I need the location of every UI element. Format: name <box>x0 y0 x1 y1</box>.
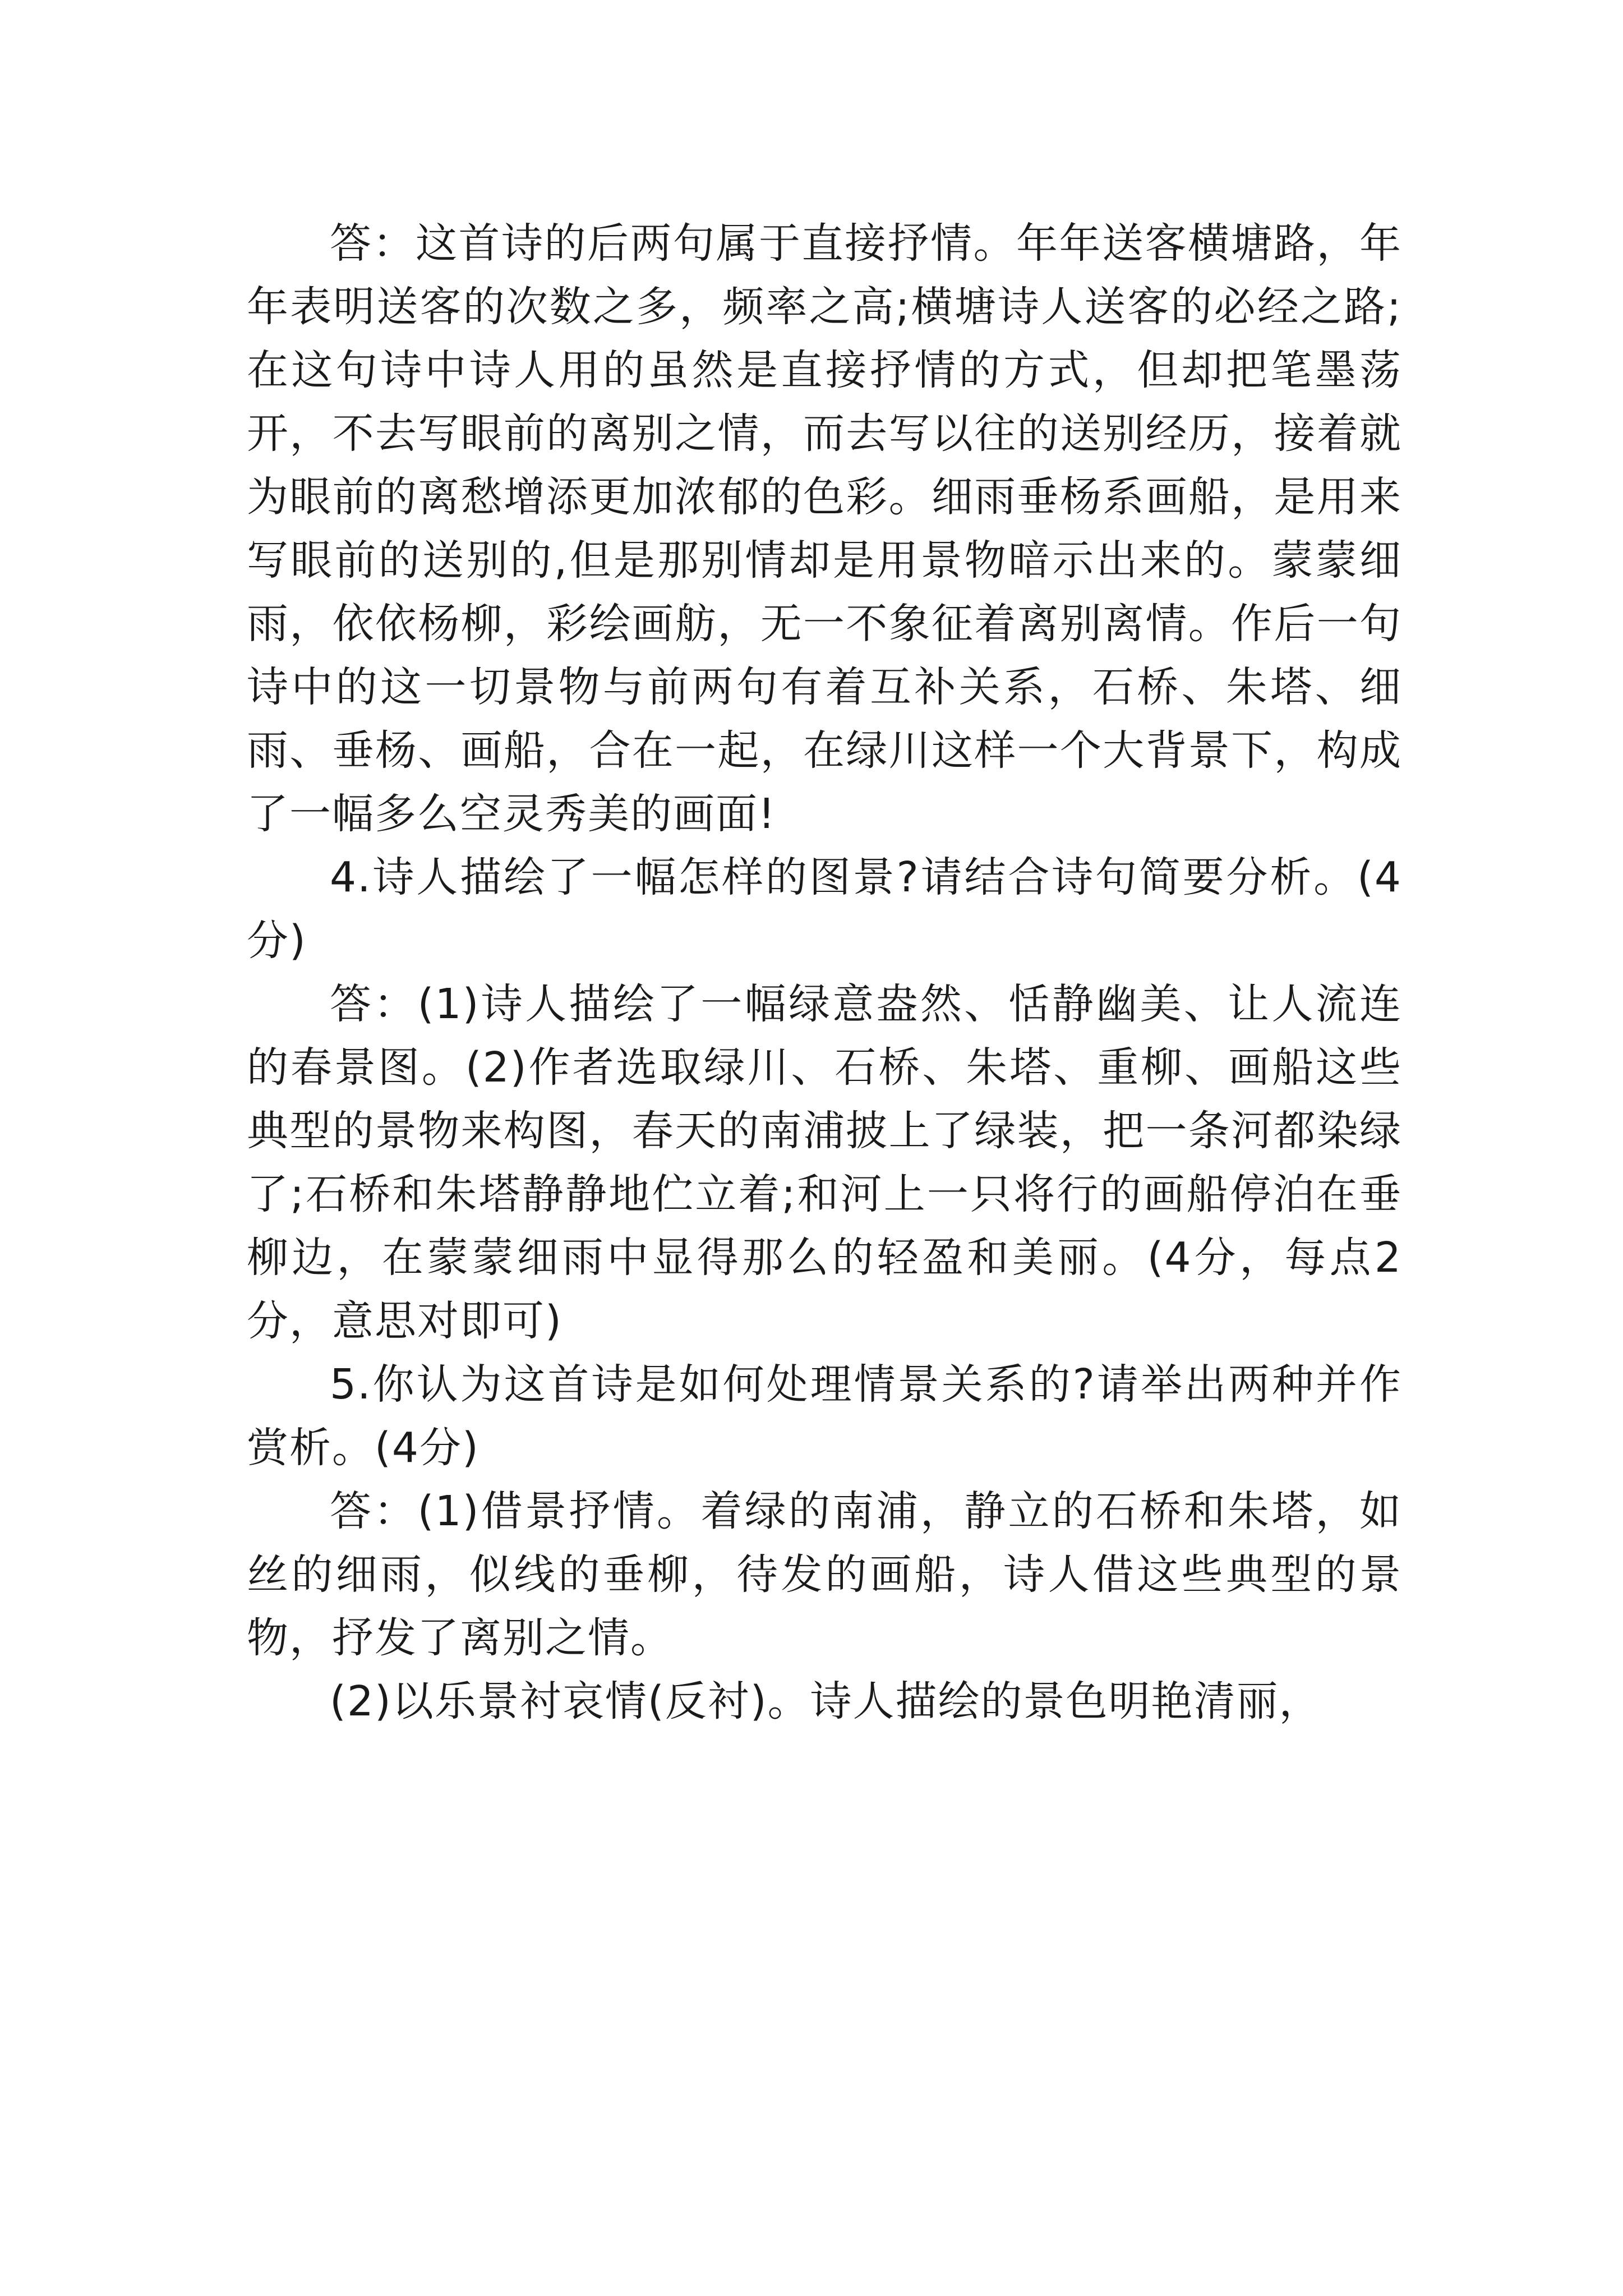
question-4-paragraph: 4.诗人描绘了一幅怎样的图景?请结合诗句简要分析。(4分) <box>247 853 1402 965</box>
answer-3-paragraph: 答：这首诗的后两句属于直接抒情。年年送客横塘路，年年表明送客的次数之多，频率之高;横塘诗人送客的必经之路;在这句诗中诗人用的虽然是直接抒情的方式，但却把笔墨荡开，不去写眼前的离别之情，而去写以往的送别经历，接着就为眼前的离愁增添更加浓郁的色彩。细雨垂杨系画船，是用来写眼前的送别的,但是那别情却是用景物暗示出来的。蒙蒙细雨，依依杨柳，彩绘画舫，无一不象征着离别离情。作后一句诗中的这一切景物与前两句有着互补关系，石桥、朱塔、细雨、垂杨、画船，合在一起，在绿川这样一个大背景下，构成了一幅多么空灵秀美的画面! <box>247 219 1402 838</box>
document-body <box>247 212 1402 1733</box>
answer-5-part-2-paragraph: (2)以乐景衬哀情(反衬)。诗人描绘的景色明艳清丽， <box>330 1677 1322 1726</box>
answer-4-paragraph: 答：(1)诗人描绘了一幅绿意盎然、恬静幽美、让人流连的春景图。(2)作者选取绿川、石桥、朱塔、重柳、画船这些典型的景物来构图，春天的南浦披上了绿装，把一条河都染绿了;石桥和朱塔静静地伫立着;和河上一只将行的画船停泊在垂柳边，在蒙蒙细雨中显得那么的轻盈和美丽。(4分，每点2分，意思对即可) <box>247 980 1402 1345</box>
answer-5-part-1-paragraph: 答：(1)借景抒情。着绿的南浦，静立的石桥和朱塔，如丝的细雨，似线的垂柳，待发的画船，诗人借这些典型的景物，抒发了离别之情。 <box>247 1487 1402 1662</box>
question-5-paragraph: 5.你认为这首诗是如何处理情景关系的?请举出两种并作赏析。(4分) <box>247 1360 1402 1472</box>
